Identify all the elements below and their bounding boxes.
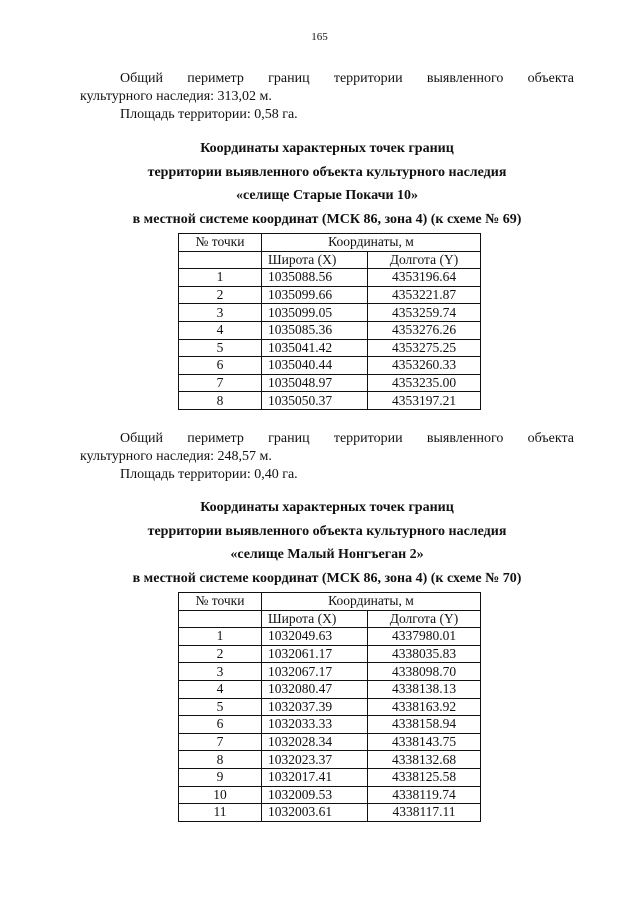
header-point: № точки (179, 593, 262, 611)
perimeter-paragraph-1 (80, 70, 574, 124)
area-value-1: Площадь территории: 0,58 га. (120, 107, 298, 122)
table-row (179, 321, 481, 339)
cell-point-number: 3 (179, 663, 262, 681)
cell-point-number: 2 (179, 286, 262, 304)
word: Общий (120, 71, 163, 86)
cell-longitude: 4338117.11 (368, 804, 481, 822)
cell-point-number: 10 (179, 786, 262, 804)
cell-longitude: 4338163.92 (368, 698, 481, 716)
table-row (179, 733, 481, 751)
cell-latitude: 1032049.63 (262, 628, 368, 646)
header-latitude: Широта (X) (262, 251, 368, 269)
cell-point-number: 1 (179, 269, 262, 287)
perimeter-line-2 (80, 430, 574, 448)
header-empty (179, 251, 262, 269)
cell-longitude: 4338132.68 (368, 751, 481, 769)
cell-latitude: 1035088.56 (262, 269, 368, 287)
cell-point-number: 2 (179, 645, 262, 663)
cell-latitude: 1032080.47 (262, 680, 368, 698)
table-row (179, 645, 481, 663)
cell-latitude: 1035085.36 (262, 321, 368, 339)
header-point: № точки (179, 234, 262, 252)
header-latitude: Широта (X) (262, 610, 368, 628)
table-row (179, 751, 481, 769)
cell-longitude: 4353276.26 (368, 321, 481, 339)
perimeter-line-1 (80, 70, 574, 88)
cell-latitude: 1035041.42 (262, 339, 368, 357)
table-row (179, 716, 481, 734)
table-row (179, 339, 481, 357)
table-row (179, 698, 481, 716)
cell-longitude: 4338035.83 (368, 645, 481, 663)
word: выявленного (426, 71, 504, 86)
table-row (179, 286, 481, 304)
perimeter-value-2: культурного наследия: 248,57 м. (80, 449, 272, 464)
cell-longitude: 4338098.70 (368, 663, 481, 681)
cell-point-number: 9 (179, 768, 262, 786)
heading-line: территории выявленного объекта культурного наследия (147, 523, 507, 539)
coordinates-table-1 (178, 233, 481, 410)
heading-line: Координаты характерных точек границ (200, 141, 454, 156)
word: выявленного (426, 431, 504, 446)
cell-latitude: 1032033.33 (262, 716, 368, 734)
cell-longitude: 4353275.25 (368, 339, 481, 357)
cell-latitude: 1032037.39 (262, 698, 368, 716)
cell-longitude: 4338158.94 (368, 716, 481, 734)
cell-point-number: 4 (179, 680, 262, 698)
cell-latitude: 1032009.53 (262, 786, 368, 804)
header-empty (179, 610, 262, 628)
cell-longitude: 4353221.87 (368, 286, 481, 304)
table-row (179, 680, 481, 698)
cell-longitude: 4353196.64 (368, 269, 481, 287)
header-coordinates: Координаты, м (262, 593, 481, 611)
table-heading-2 (60, 496, 594, 590)
table-row (179, 392, 481, 410)
cell-latitude: 1035048.97 (262, 374, 368, 392)
cell-longitude: 4338138.13 (368, 680, 481, 698)
perimeter-paragraph-2 (80, 430, 574, 484)
cell-longitude: 4353235.00 (368, 374, 481, 392)
cell-latitude: 1032061.17 (262, 645, 368, 663)
cell-point-number: 7 (179, 733, 262, 751)
table-row (179, 304, 481, 322)
cell-latitude: 1035050.37 (262, 392, 368, 410)
word: объекта (527, 431, 574, 446)
area-value-2: Площадь территории: 0,40 га. (120, 467, 298, 482)
cell-longitude: 4353259.74 (368, 304, 481, 322)
heading-line: Координаты характерных точек границ (200, 500, 454, 515)
heading-line: в местной системе координат (МСК 86, зона 4) (к схеме № 70) (132, 570, 522, 586)
cell-latitude: 1032017.41 (262, 768, 368, 786)
cell-latitude: 1032028.34 (262, 733, 368, 751)
cell-longitude: 4338119.74 (368, 786, 481, 804)
table-row (179, 374, 481, 392)
table-row (179, 269, 481, 287)
table-heading-1 (60, 137, 594, 231)
word: границ (268, 71, 310, 86)
cell-point-number: 6 (179, 357, 262, 375)
word: территории (333, 431, 403, 446)
cell-latitude: 1032067.17 (262, 663, 368, 681)
word: Общий (120, 431, 163, 446)
cell-latitude: 1035099.66 (262, 286, 368, 304)
heading-line: «селище Малый Нонгъеган 2» (230, 547, 424, 562)
cell-longitude: 4338125.58 (368, 768, 481, 786)
cell-latitude: 1035040.44 (262, 357, 368, 375)
perimeter-value-1: культурного наследия: 313,02 м. (80, 89, 272, 104)
cell-point-number: 8 (179, 392, 262, 410)
table-row (179, 628, 481, 646)
cell-point-number: 8 (179, 751, 262, 769)
cell-point-number: 5 (179, 698, 262, 716)
word: периметр (187, 71, 244, 86)
cell-point-number: 7 (179, 374, 262, 392)
heading-line: в местной системе координат (МСК 86, зона 4) (к схеме № 69) (132, 211, 522, 227)
cell-point-number: 1 (179, 628, 262, 646)
table-row (179, 663, 481, 681)
header-longitude: Долгота (Y) (368, 610, 481, 628)
table-row (179, 768, 481, 786)
cell-longitude: 4338143.75 (368, 733, 481, 751)
cell-latitude: 1035099.05 (262, 304, 368, 322)
cell-latitude: 1032003.61 (262, 804, 368, 822)
table-row (179, 804, 481, 822)
table-row (179, 357, 481, 375)
word: объекта (527, 71, 574, 86)
coordinates-table-2 (178, 592, 481, 822)
cell-point-number: 5 (179, 339, 262, 357)
word: территории (333, 71, 403, 86)
cell-point-number: 3 (179, 304, 262, 322)
heading-line: территории выявленного объекта культурного наследия (147, 164, 507, 180)
cell-point-number: 6 (179, 716, 262, 734)
cell-longitude: 4353260.33 (368, 357, 481, 375)
cell-point-number: 4 (179, 321, 262, 339)
header-longitude: Долгота (Y) (368, 251, 481, 269)
cell-point-number: 11 (179, 804, 262, 822)
page-number: 165 (311, 31, 328, 43)
cell-longitude: 4353197.21 (368, 392, 481, 410)
word: границ (268, 431, 310, 446)
header-coordinates: Координаты, м (262, 234, 481, 252)
cell-latitude: 1032023.37 (262, 751, 368, 769)
table-row (179, 786, 481, 804)
cell-longitude: 4337980.01 (368, 628, 481, 646)
word: периметр (187, 431, 244, 446)
heading-line: «селище Старые Покачи 10» (235, 188, 419, 203)
